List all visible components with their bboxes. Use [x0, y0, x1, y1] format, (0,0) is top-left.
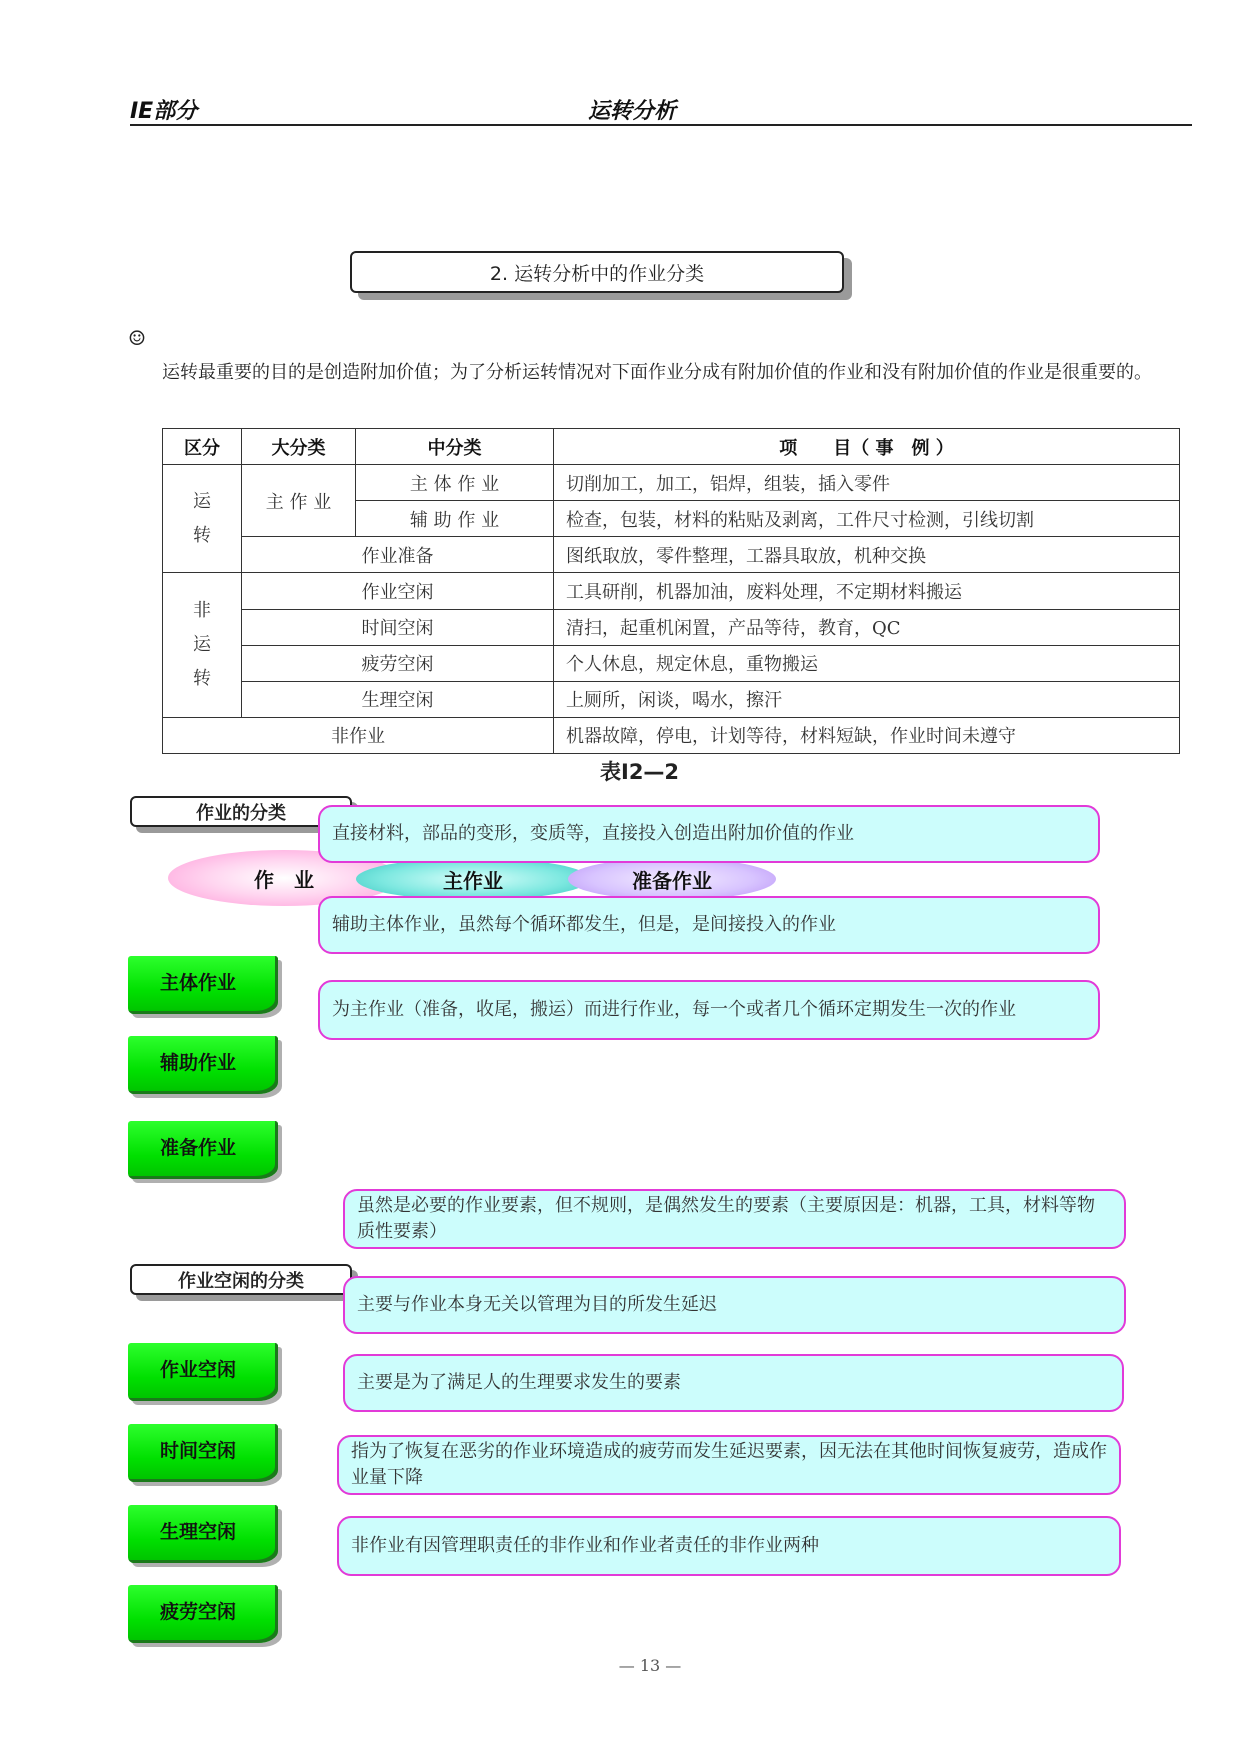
intro-paragraph: 运转最重要的目的是创造附加价值；为了分析运转情况对下面作业分成有附加价值的作业和没有附加价值的作业是很重要的。: [162, 362, 1152, 383]
classification-table: [162, 428, 1180, 754]
mid-cell: 疲劳空闲: [242, 645, 554, 681]
header-left: IE部分: [130, 99, 198, 124]
ellipse-zhuzuoye: 主作业: [356, 858, 590, 900]
table-caption: 表I2—2: [600, 760, 680, 784]
ellipse-zhunbei: 准备作业: [568, 858, 776, 900]
note-bubble: 直接材料，部品的变形，变质等，直接投入创造出附加价值的作业: [318, 805, 1100, 863]
header-cell: 区分: [163, 429, 242, 465]
mid-cell: 主 体 作 业: [356, 465, 554, 501]
table-row: [163, 465, 1180, 501]
header-cell: 项 目（ 事 例 ）: [554, 429, 1180, 465]
mid-cell: 作业空闲: [242, 573, 554, 609]
group-cell-yunzhuan: 运转: [163, 465, 242, 573]
item-cell: 机器故障，停电，计划等待，材料短缺，作业时间未遵守: [554, 717, 1180, 753]
mid-cell: 生理空闲: [242, 681, 554, 717]
note-bubble: 指为了恢复在恶劣的作业环境造成的疲劳而发生延迟要素，因无法在其他时间恢复疲劳，造成作业量下降: [337, 1435, 1121, 1495]
note-bubble: 虽然是必要的作业要素，但不规则，是偶然发生的要素（主要原因是：机器，工具，材料等物质性要素）: [343, 1189, 1126, 1249]
mid-cell: 时间空闲: [242, 609, 554, 645]
note-bubble: 主要是为了满足人的生理要求发生的要素: [343, 1354, 1124, 1412]
item-cell: 切削加工，加工，铝焊，组装，插入零件: [554, 465, 1180, 501]
header-cell: 中分类: [356, 429, 554, 465]
item-cell: 工具研削，机器加油，废料处理，不定期材料搬运: [554, 573, 1180, 609]
table-header-row: [163, 429, 1180, 465]
item-cell: 上厕所，闲谈，喝水，擦汗: [554, 681, 1180, 717]
mid-cell: 辅 助 作 业: [356, 501, 554, 537]
note-bubble: 主要与作业本身无关以管理为目的所发生延迟: [343, 1276, 1126, 1334]
mid-cell: 非作业: [163, 717, 554, 753]
header-cell: 大分类: [242, 429, 356, 465]
table-row: [163, 573, 1180, 609]
flag-shengli-kongxian: 生理空闲: [128, 1505, 278, 1563]
item-cell: 图纸取放，零件整理，工器具取放，机种交换: [554, 537, 1180, 573]
header-center: 运转分析: [588, 99, 677, 124]
item-cell: 个人休息，规定休息，重物搬运: [554, 645, 1180, 681]
smiley-icon: ☺: [128, 326, 146, 350]
item-cell: 清扫，起重机闲置，产品等待，教育，QC: [554, 609, 1180, 645]
note-bubble: 辅助主体作业，虽然每个循环都发生，但是，是间接投入的作业: [318, 896, 1100, 954]
table-row: [163, 681, 1180, 717]
mid-cell: 作业准备: [242, 537, 554, 573]
header-rule: [130, 124, 1192, 126]
table-row: [163, 717, 1180, 753]
flag-zhunbei: 准备作业: [128, 1121, 278, 1179]
table-row: [163, 645, 1180, 681]
idle-section-label: 作业空闲的分类: [130, 1264, 352, 1295]
flag-pilao-kongxian: 疲劳空闲: [128, 1585, 278, 1643]
flag-shijian-kongxian: 时间空闲: [128, 1424, 278, 1482]
ellipse-zuoye: 作 业: [168, 850, 400, 906]
major-cell: 主 作 业: [242, 465, 356, 537]
note-bubble: 为主作业（准备，收尾，搬运）而进行作业，每一个或者几个循环定期发生一次的作业: [318, 980, 1100, 1040]
group-cell-feiyunzhuan: 非运转: [163, 573, 242, 717]
section-title: 2. 运转分析中的作业分类: [350, 251, 844, 293]
table-row: [163, 609, 1180, 645]
note-bubble: 非作业有因管理职责任的非作业和作业者责任的非作业两种: [337, 1516, 1121, 1576]
work-section-label: 作业的分类: [130, 796, 352, 827]
flag-fuzhu: 辅助作业: [128, 1036, 278, 1094]
item-cell: 检查，包装，材料的粘贴及剥离，工件尺寸检测，引线切割: [554, 501, 1180, 537]
flag-zuoye-kongxian: 作业空闲: [128, 1343, 278, 1401]
page-number: — 13 —: [618, 1656, 682, 1675]
table-row: [163, 537, 1180, 573]
flag-zhuti: 主体作业: [128, 956, 278, 1014]
